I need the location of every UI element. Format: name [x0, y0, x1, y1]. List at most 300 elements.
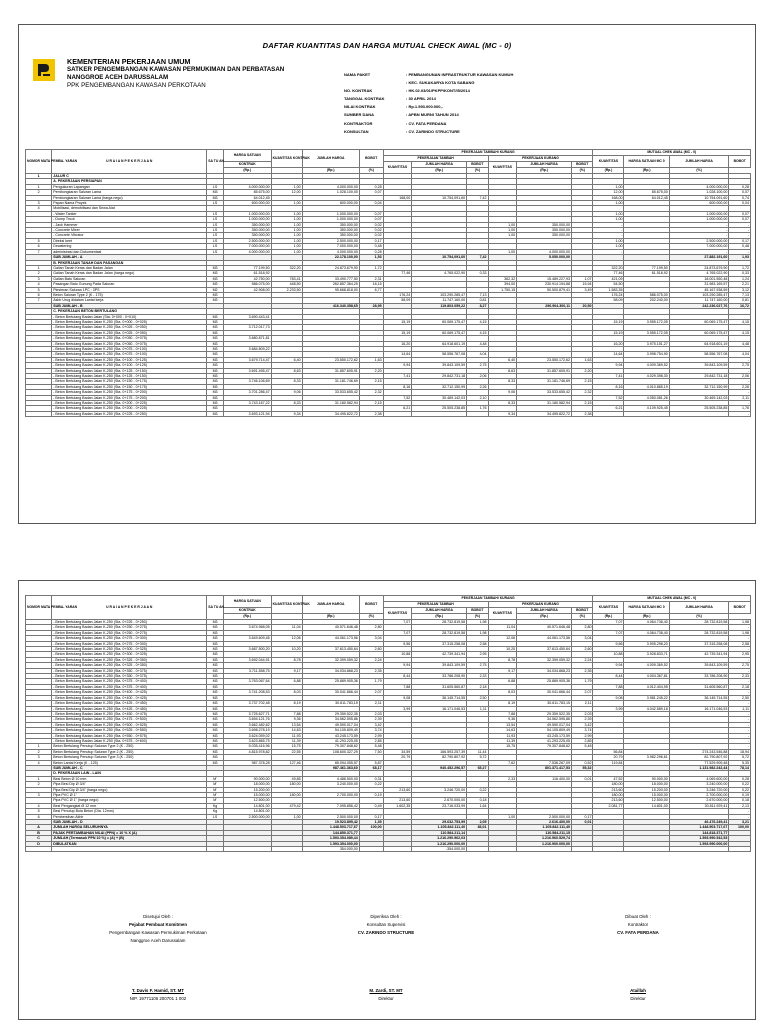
table-cell: 1,11 — [729, 706, 751, 711]
table-cell — [669, 411, 729, 416]
table-cell: 1,00 — [593, 238, 624, 243]
cell-description: - Beton Bertulang Badan Jalan K-250 (Sta. 0+375 - 0+400) — [52, 679, 207, 684]
contract-info — [344, 71, 513, 136]
table-cell: 600.000,00 — [223, 201, 271, 206]
contract-info-row — [344, 95, 513, 103]
table-cell: 20,79 — [383, 755, 412, 760]
table-cell: 30.611.783,15 — [302, 701, 359, 706]
table-cell: 29.842.731,18 — [669, 374, 729, 379]
table-cell: 586.075,00 — [223, 282, 271, 287]
table-cell: 46.476.249,41 — [669, 820, 729, 825]
cell-number: 4 — [26, 206, 52, 211]
table-cell: 31.181.746,69 — [517, 379, 572, 384]
table-cell: 416.340.358,65 — [302, 303, 359, 308]
table-cell: 18.000,00 — [223, 782, 271, 787]
table-cell: 3.624.059,02 — [223, 733, 271, 738]
table-cell: 27.882.191,60 — [669, 255, 729, 260]
table-cell: 2,75 — [467, 363, 488, 368]
table-cell: 64.012,45 — [223, 195, 271, 200]
table-cell: 13,54 — [271, 722, 302, 727]
table-cell: 55,32 — [572, 765, 593, 770]
table-cell: - — [729, 668, 751, 673]
header-jumlah-harga-mc: JUMLAH HARGA — [669, 156, 729, 168]
table-cell: 1.028.100,00 — [302, 190, 359, 195]
table-cell: 3.763.067,64 — [223, 679, 271, 684]
table-cell: 1.028.100,00 — [669, 190, 729, 195]
table-cell: M3 — [207, 374, 224, 379]
table-cell: 3.649.609,46 — [223, 636, 271, 641]
table-cell: 6,21 — [593, 406, 624, 411]
header-nomor: NOMOR MATA PEMBA- YARAN — [26, 150, 52, 174]
table-cell: M3 — [207, 663, 224, 668]
table-cell: 2,15 — [359, 401, 383, 406]
table-cell: 58.556.767,08 — [669, 352, 729, 357]
table-cell: 1.593.990.542,53 — [669, 836, 729, 841]
table-cell: M3 — [207, 395, 224, 400]
table-cell: 31.181.746,69 — [302, 379, 359, 384]
table-cell: 1.000.000,00 — [669, 217, 729, 222]
table-cell: 783,41 — [271, 276, 302, 281]
table-cell: 4.012.404,95 — [624, 684, 669, 689]
cell-number: A — [26, 825, 52, 830]
table-cell: 6,21 — [383, 406, 412, 411]
table-cell: 2,05 — [467, 820, 488, 825]
cell-description: - Beton Bertulang Badan Jalan K-250 (Sta. 0+350 - 0+375) — [52, 674, 207, 679]
table-cell: - — [593, 228, 624, 233]
contract-info-row — [344, 71, 513, 79]
table-cell: 77,46 — [593, 271, 624, 276]
cell-number: 2 — [26, 749, 52, 754]
table-cell: 2,38 — [572, 411, 593, 416]
table-cell: M3 — [207, 630, 224, 635]
cell-description: - Beton Bertulang Badan Jalan K-250 (Sta. 0+475 - 0+500) — [52, 717, 207, 722]
table-cell: 1.593.354.089,44 — [302, 836, 359, 841]
table-cell: 60.069.175,47 — [412, 319, 467, 324]
table-cell: 2,18 — [729, 684, 751, 689]
table-cell: 31.983.169,57 — [669, 282, 729, 287]
table-cell: 180,00 — [271, 782, 302, 787]
table-cell: 7,41 — [383, 374, 412, 379]
table-cell: 3,42 — [572, 722, 593, 727]
table-cell: 100,00 — [729, 825, 751, 830]
table-cell: 0,81 — [729, 298, 751, 303]
table-cell: 4.000.000,00 — [669, 184, 729, 189]
table-cell: 40.571.646,48 — [517, 625, 572, 630]
header-tambah-kurang: PEKERJAAN TAMBAH/ KURANG — [383, 596, 593, 602]
table-cell: 42.908,00 — [223, 287, 271, 292]
table-cell: 2,18 — [467, 684, 488, 689]
checked-title: Direktur — [378, 996, 394, 1001]
table-cell: 0,02 — [359, 233, 383, 238]
table-cell: M3 — [207, 314, 224, 319]
table-cell: 32.399.059,32 — [517, 657, 572, 662]
table-cell: 34.495.822,72 — [517, 411, 572, 416]
cell-description: - Beton Bertulang Badan Jalan K-250 (Sta. 0+400 - 0+425) — [52, 695, 207, 700]
table-cell: 2,07 — [359, 690, 383, 695]
table-cell: 11.747.160,00 — [669, 298, 729, 303]
table-cell: 1.000.000,00 — [302, 217, 359, 222]
table-cell: 0,17 — [572, 814, 593, 819]
approved-unit: Pengembangan Kawasan Permukiman Perkotaan — [109, 930, 207, 935]
table-cell: 2.500.000,00 — [302, 238, 359, 243]
table-cell: 82.790.807,92 — [412, 755, 467, 760]
table-cell: 3.680.871,81 — [223, 336, 271, 341]
cell-description: PAJAK PERTAMBAHAN NILAI (PPN) = 10 % X (A) — [52, 830, 207, 835]
table-cell: 30.041.666,44 — [302, 690, 359, 695]
table-cell: 1.216.290.000,00 — [412, 841, 467, 846]
table-cell: 39.843.109,59 — [669, 663, 729, 668]
table-cell: 2,15 — [572, 379, 593, 384]
table-cell: 34.034.868,23 — [517, 668, 572, 673]
table-cell: 19.523.895,42 — [302, 820, 359, 825]
table-cell: 1.448.503.717,67 — [302, 825, 359, 830]
table-cell: 2.081,77 — [593, 803, 624, 808]
table-cell: 34.562.595,86 — [302, 717, 359, 722]
cell-number: 3 — [26, 793, 52, 798]
table-cell: 1,76 — [729, 406, 751, 411]
contract-info-value: : 30 APRIL 2014 — [406, 96, 436, 102]
table-cell: - — [669, 222, 729, 227]
header-unit-pct: (%) — [669, 614, 729, 620]
table-cell: 2,24 — [572, 657, 593, 662]
table-cell: 4.042.589,18 — [624, 706, 669, 711]
table-cell: 7,41 — [593, 374, 624, 379]
table-cell: 28,95 — [359, 303, 383, 308]
cell-description: - Beton Bertulang Badan Jalan K-250 (Sta. 0+275 - 0+300) — [52, 641, 207, 646]
table-cell: 4.064.738,40 — [624, 620, 669, 625]
table-cell: - — [729, 228, 751, 233]
table-cell: 42.750,00 — [223, 276, 271, 281]
table-cell: 60.069.175,47 — [669, 330, 729, 335]
cell-description: Plesteran Saluran 1PC : 3PS — [52, 287, 207, 292]
table-cell: 1,00 — [488, 233, 517, 238]
table-cell: 0,31 — [359, 776, 383, 781]
table-cell: 0,81 — [467, 298, 488, 303]
table-cell: 1,07 — [572, 276, 593, 281]
table-cell: LS — [207, 814, 224, 819]
table-cell: M3 — [207, 625, 224, 630]
header-tambah: PEKERJAAN TAMBAH — [383, 602, 488, 608]
cell-number: 4 — [26, 803, 52, 808]
table-cell: 1.593.990.000,00 — [669, 841, 729, 846]
table-cell: 940.452.296,57 — [412, 765, 467, 770]
table-cell: 168,00 — [593, 195, 624, 200]
header-unit-rp: (Rp.) — [517, 614, 572, 620]
table-cell: 8,16 — [593, 384, 624, 389]
table-cell: 44.061.173,56 — [302, 636, 359, 641]
table-cell: 65,27 — [467, 765, 488, 770]
table-cell: 9,06 — [488, 390, 517, 395]
table-cell: 4.050.081,26 — [624, 395, 669, 400]
cell-description: Pembongkaran Saluran Lama (harga nego) — [52, 195, 207, 200]
cell-description: - Beton Bertulang Badan Jalan K-250 (Sta. 0+550 - 0+575) — [52, 733, 207, 738]
table-cell: M3 — [207, 319, 224, 324]
table-cell: 2,26 — [729, 384, 751, 389]
table-cell — [729, 847, 751, 852]
table-cell: 0,18 — [467, 798, 488, 803]
table-cell: 64.012,45 — [624, 195, 669, 200]
table-cell: 37.315.258,08 — [412, 641, 467, 646]
cell-description: - Beton Bertulang Badan Jalan K-250 (Sta. 0+575 - 0+600) — [52, 738, 207, 743]
table-cell: 83,01 — [467, 825, 488, 830]
table-cell: 0,48 — [359, 244, 383, 249]
cell-description: Pembersihan Akhir — [52, 814, 207, 819]
table-cell: 58,09 — [383, 298, 412, 303]
table-cell: 4.486.500,00 — [302, 776, 359, 781]
table-cell: M' — [207, 787, 224, 792]
table-cell: 2,32 — [359, 390, 383, 395]
table-cell: 2,15 — [572, 401, 593, 406]
table-cell: 103.290.285,47 — [412, 292, 467, 297]
cell-number: 2 — [26, 190, 52, 195]
header-unit-rp: (Rp.) — [517, 168, 572, 174]
header-bobot-kurang: BOBOT — [572, 608, 593, 614]
table-cell: 0,17 — [359, 814, 383, 819]
table-cell: 9,34 — [271, 411, 302, 416]
cell-description: - Concrete Vibrator — [52, 233, 207, 238]
table-cell: 49.590.017,04 — [517, 722, 572, 727]
table-cell: 15,75 — [488, 744, 517, 749]
table-cell: 0,28 — [729, 184, 751, 189]
table-cell: M3 — [207, 276, 224, 281]
table-cell: 110.584.211,15 — [517, 830, 572, 835]
cell-description: Pengukuran Lapangan — [52, 184, 207, 189]
table-cell: 3.928.833,71 — [624, 652, 669, 657]
table-cell: 36.145.714,55 — [669, 695, 729, 700]
table-cell: - — [729, 222, 751, 227]
table-cell: M3 — [207, 384, 224, 389]
table-cell: 7,07 — [593, 620, 624, 625]
table-cell: 1,00 — [593, 211, 624, 216]
cell-number: 1 — [26, 184, 52, 189]
table-cell: 180,00 — [593, 793, 624, 798]
table-cell: M3 — [207, 728, 224, 733]
table-cell: M2 — [207, 287, 224, 292]
table-cell: - — [729, 390, 751, 395]
header-bobot: BOBOT — [359, 150, 383, 168]
table-cell: 14.801,00 — [624, 803, 669, 808]
table-cell: 7,52 — [593, 395, 624, 400]
table-cell: 0,19 — [359, 793, 383, 798]
table-cell: 119,84 — [593, 760, 624, 765]
cell-number: 7 — [26, 298, 52, 303]
table-cell: 8,19 — [488, 701, 517, 706]
table-cell: M3 — [207, 706, 224, 711]
table-cell: 322,20 — [271, 265, 302, 270]
table-cell — [383, 847, 412, 852]
table-cell: 3,04 — [359, 636, 383, 641]
table-cell: 2.670.000,00 — [669, 798, 729, 803]
header-kurang: PEKERJAAN KURANG — [488, 602, 593, 608]
table-cell: 2.616.400,00 — [517, 820, 572, 825]
table-cell: 2,75 — [729, 363, 751, 368]
table-cell: Kg — [207, 809, 224, 814]
table-cell: 37.613.450,64 — [517, 647, 572, 652]
table-cell: 3,74 — [572, 728, 593, 733]
table-cell: 1,00 — [271, 201, 302, 206]
cell-description: - Beton Bertulang Badan Jalan K-250 (Sta. 0+250 - 0+275) — [52, 625, 207, 630]
document-title: DAFTAR KUANTITAS DAN HARGA MUTUAL CHECK AWAL (MC - 0) — [262, 41, 512, 50]
cell-description: C. PEKERJAAN BETON BERTULANG — [52, 309, 207, 314]
table-cell: 180,00 — [593, 782, 624, 787]
header-harga-satuan-mc: HARGA SATUAN MC 0 — [624, 156, 669, 168]
table-cell: 0,04 — [729, 201, 751, 206]
made-role: Kontraktor — [627, 922, 649, 927]
table-cell: 8,33 — [488, 401, 517, 406]
table-cell: 7,42 — [467, 195, 488, 200]
cell-description: SUB JUMLAH - C — [52, 765, 207, 770]
cell-description: SUB JUMLAH - D — [52, 820, 207, 825]
table-cell: 50.500.879,41 — [517, 287, 572, 292]
cell-description: Direksi keet — [52, 238, 207, 243]
table-cell: 11,39 — [271, 738, 302, 743]
approved-name: T. Davis F. Hamid, ST. MT — [132, 988, 184, 993]
table-cell: 11.747.160,00 — [412, 298, 467, 303]
cell-description: - Beton Bertulang Badan Jalan K-250 (Sta. 0+150 - 0+175) — [52, 384, 207, 389]
table-cell: LS — [207, 244, 224, 249]
table-cell: 3.679.714,47 — [223, 357, 271, 362]
table-cell: 2,11 — [729, 395, 751, 400]
table-cell: - — [669, 228, 729, 233]
table-cell: 4,04 — [729, 352, 751, 357]
table-cell: 2,33 — [729, 674, 751, 679]
approved-region: Nanggroe Aceh Darussalam — [130, 938, 186, 943]
table-cell: 0,22 — [359, 782, 383, 787]
table-cell — [572, 847, 593, 852]
cell-description: - Beton Bertulang Badan Jalan K-250 (Sta. 0+150 - 0+175) — [52, 379, 207, 384]
table-cell: 8,03 — [488, 690, 517, 695]
table-cell: 2,20 — [359, 368, 383, 373]
table-cell: 3.623.865,75 — [223, 738, 271, 743]
table-cell: 18.001.550,48 — [669, 276, 729, 281]
cell-description: - Water Tanker — [52, 211, 207, 216]
cell-number: C — [26, 836, 52, 841]
cell-description: - Beton Bertulang Badan Jalan K-250 (Sta. 0+225 - 0+250) — [52, 411, 207, 416]
table-cell: M3 — [207, 292, 224, 297]
table-cell: 30.469.142,03 — [669, 395, 729, 400]
table-cell: -354.000,00 — [412, 847, 467, 852]
table-cell: - — [729, 722, 751, 727]
header-kuantitas-kontrak: KUANTITAS KONTRAK — [271, 150, 302, 168]
table-cell: M' — [207, 782, 224, 787]
header-jumlah-harga-mc: JUMLAH HARGA — [669, 602, 729, 614]
checked-role: Konsultan Supervisi — [366, 922, 406, 927]
table-cell: 12,00 — [593, 190, 624, 195]
table-cell: 7.000.000,00 — [669, 244, 729, 249]
table-cell: 9,08 — [383, 695, 412, 700]
table-cell: 0,02 — [359, 222, 383, 227]
table-cell: 4.000.000,00 — [302, 184, 359, 189]
table-cell: 7,42 — [467, 255, 488, 260]
table-cell: - — [729, 690, 751, 695]
header-unit-pct: (%) — [467, 168, 488, 174]
cell-number: 1 — [26, 174, 52, 179]
table-cell — [593, 847, 624, 852]
table-cell: 4.064.738,40 — [624, 630, 669, 635]
contract-info-row — [344, 103, 513, 111]
header-unit-pct: (%) — [572, 168, 593, 174]
table-cell: 7,62 — [488, 760, 517, 765]
table-cell: 213,60 — [593, 798, 624, 803]
table-cell: M3 — [207, 363, 224, 368]
table-cell: 3.981.245,22 — [624, 695, 669, 700]
table-cell: 448,50 — [271, 282, 302, 287]
table-cell: 1.216.900.000,00 — [517, 841, 572, 846]
table-cell: 1,53 — [359, 255, 383, 260]
table-cell: 1,63 — [572, 357, 593, 362]
table-cell: 10,88 — [383, 652, 412, 657]
table-cell: 4,15 — [467, 319, 488, 324]
table-cell: 6,88 — [271, 679, 302, 684]
table-cell: 2,35 — [359, 668, 383, 673]
header-unit-rp: (Rp.) — [624, 614, 669, 620]
table-cell: 1,00 — [488, 814, 517, 819]
table-cell: 8,78 — [488, 657, 517, 662]
contract-info-value: : APBN MURNI TAHUN 2014 — [406, 112, 459, 118]
checked-name: M. Zardi, ST. MT — [369, 988, 403, 993]
table-cell: 5,72 — [467, 755, 488, 760]
header-kuantitas-kurang: KUANTITAS — [488, 608, 517, 620]
table-cell: - — [729, 701, 751, 706]
cell-description: B. PEKERJAAN TANAH DAN PASANGAN — [52, 260, 207, 265]
table-cell: 40.571.646,48 — [302, 625, 359, 630]
table-cell: - — [729, 728, 751, 733]
table-cell: 103.290.285,47 — [669, 292, 729, 297]
table-cell: 350.000,00 — [302, 233, 359, 238]
table-cell: 2,58 — [729, 641, 751, 646]
table-cell: 2,03 — [359, 711, 383, 716]
table-cell: 350.000,00 — [302, 228, 359, 233]
checked-company: CV. ZARINDO STRUCTURE — [357, 930, 415, 935]
table-cell: M3 — [207, 190, 224, 195]
table-cell: 15.000,00 — [223, 793, 271, 798]
table-cell: 2,80 — [572, 625, 593, 630]
table-cell: M3 — [207, 401, 224, 406]
table-cell: 421,09 — [593, 276, 624, 281]
table-cell: - — [729, 647, 751, 652]
table-cell: 6,40 — [488, 357, 517, 362]
table-cell: 36.145.714,55 — [412, 695, 467, 700]
table-cell: M3 — [207, 744, 224, 749]
table-cell: 37.315.258,08 — [669, 641, 729, 646]
table-cell: 3.698.278,19 — [223, 728, 271, 733]
table-cell: 42.739.341,94 — [412, 652, 467, 657]
table-cell: M3 — [207, 717, 224, 722]
table-cell: 0,48 — [729, 244, 751, 249]
cell-description: - Beton Bertulang Badan Jalan K-250 (Sta. 0+025 - 0+050) — [52, 330, 207, 335]
table-cell: 11,44 — [467, 749, 488, 754]
table-cell: 1,98 — [467, 620, 488, 625]
table-cell: M3 — [207, 647, 224, 652]
table-cell: LS — [207, 201, 224, 206]
table-cell: 350.000,00 — [223, 233, 271, 238]
table-cell: 180,00 — [271, 793, 302, 798]
table-cell: 5,72 — [729, 755, 751, 760]
cell-number: 5 — [26, 809, 52, 814]
contract-info-value: : Rp.1.593.000.000,- — [406, 104, 443, 110]
header-unit-pct: (%) — [467, 614, 488, 620]
table-cell: 10.754,091,60 — [412, 255, 467, 260]
cell-description: - Beton Bertulang Badan Jalan K-250 (Sta. 0+500 - 0+525) — [52, 722, 207, 727]
cell-description: - Beton Bertulang Badan Jalan K-250 (Sta. 0+050 - 0+075) — [52, 336, 207, 341]
cell-description: - Beton Bertulang Badan Jalan K-250 (Sta. 0+300 - 0+325) — [52, 652, 207, 657]
table-cell: 2,33 — [488, 776, 517, 781]
cell-number: 4 — [26, 282, 52, 287]
table-cell: 0,01 — [572, 776, 593, 781]
header-tambah-kurang: PEKERJAAN TAMBAH/ KURANG — [383, 150, 593, 156]
table-cell: 1.750,15 — [488, 287, 517, 292]
header-uraian: U R A I A N P E K E R J A A N — [52, 596, 207, 620]
